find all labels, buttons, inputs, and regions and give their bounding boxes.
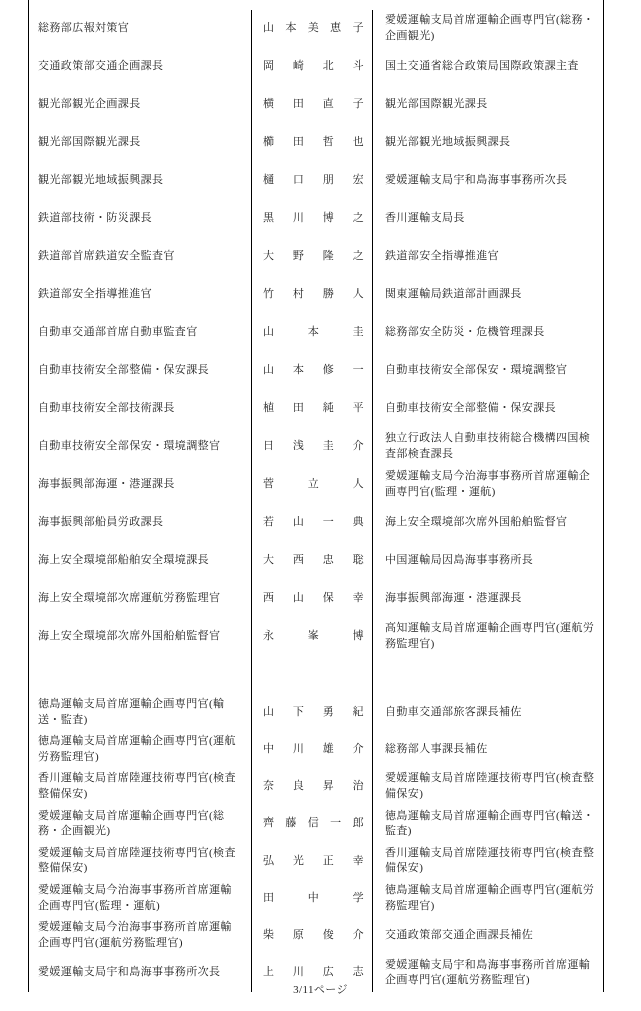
name-char: 昇 — [322, 780, 335, 793]
table-row — [29, 314, 603, 352]
name-char: 下 — [292, 705, 305, 718]
name-char: 博 — [322, 212, 335, 225]
name-cell — [251, 694, 373, 731]
name-char: 志 — [352, 966, 364, 979]
old-position-cell: 愛媛運輸支局宇和島海事事務所次長 — [385, 174, 568, 187]
name-char: 良 — [292, 780, 305, 793]
name-char: 光 — [292, 854, 305, 867]
name-char: 藤 — [285, 817, 297, 830]
name-char: 哲 — [322, 136, 335, 149]
old-position-cell: 関東運輸局鉄道部計画課長 — [385, 288, 522, 301]
name-char: 大 — [263, 250, 275, 263]
name-char: 村 — [292, 288, 305, 301]
name-char: 山 — [263, 22, 275, 35]
old-position-cell: 自動車技術安全部保安・環境調整官 — [385, 364, 568, 377]
name-cell — [251, 843, 373, 880]
name-char: 日 — [263, 440, 275, 453]
name-char: 田 — [263, 891, 275, 904]
new-position-cell: 観光部観光企画課長 — [38, 98, 141, 111]
name-char: 直 — [322, 98, 335, 111]
name-cell — [251, 238, 373, 276]
name-cell — [251, 200, 373, 238]
new-position-cell: 自動車交通部首席自動車監査官 — [38, 326, 198, 339]
name-char: 山 — [263, 364, 275, 377]
name-cell — [251, 580, 373, 618]
name-char: 川 — [292, 966, 305, 979]
name-char: 田 — [292, 402, 305, 415]
table-row — [29, 276, 603, 314]
name-char: 山 — [292, 516, 305, 529]
name-cell — [251, 466, 373, 504]
name-char: 典 — [352, 516, 364, 529]
name-char: 圭 — [322, 440, 335, 453]
name-char: 忠 — [322, 554, 335, 567]
name-cell — [251, 806, 373, 843]
new-position-cell: 香川運輸支局首席陸運技術専門官(検査整備保安) — [38, 772, 236, 801]
name-char: 朋 — [322, 174, 335, 187]
old-position-cell: 海上安全環境部次席外国船舶監督官 — [385, 516, 568, 529]
name-char: 本 — [285, 22, 297, 35]
name-char: 恵 — [330, 22, 342, 35]
name-char: 美 — [307, 22, 320, 35]
name-cell — [251, 162, 373, 200]
name-char: 聡 — [352, 554, 364, 567]
name-char: 一 — [352, 364, 364, 377]
new-position-cell: 海上安全環境部次席外国船舶監督官 — [38, 630, 221, 643]
name-char: 也 — [352, 136, 364, 149]
name-char: 勇 — [322, 705, 335, 718]
name-char: 本 — [307, 326, 320, 339]
name-char: 柴 — [263, 929, 275, 942]
old-position-cell: 徳島運輸支局首席運輸企画専門官(輸送・監査) — [385, 809, 595, 838]
old-position-cell: 海事振興部海運・港運課長 — [385, 592, 522, 605]
table-row — [29, 162, 603, 200]
name-char: 立 — [307, 478, 320, 491]
table-row — [29, 124, 603, 162]
name-cell — [251, 504, 373, 542]
name-char: 圭 — [352, 326, 364, 339]
transfer-table — [28, 0, 604, 992]
name-char: 郎 — [352, 817, 364, 830]
name-char: 正 — [322, 854, 335, 867]
name-char: 崎 — [292, 60, 305, 73]
name-char: 田 — [292, 136, 305, 149]
table-row — [29, 428, 603, 466]
name-char: 平 — [352, 402, 364, 415]
name-char: 原 — [292, 929, 305, 942]
table-row — [29, 806, 603, 843]
table-row — [29, 542, 603, 580]
old-position-cell: 愛媛運輸支局首席運輸企画専門官(総務・企画観光) — [385, 14, 595, 42]
empty-new-position-cell — [29, 656, 251, 694]
name-char: 本 — [292, 364, 305, 377]
name-char: 一 — [322, 516, 335, 529]
name-char: 信 — [307, 817, 320, 830]
new-position-cell: 交通政策部交通企画課長 — [38, 60, 164, 73]
table-row — [29, 10, 603, 48]
table-row — [29, 48, 603, 86]
table-row — [29, 694, 603, 731]
name-char: 植 — [263, 402, 275, 415]
name-char: 純 — [322, 402, 335, 415]
new-position-cell: 海事振興部船員労政課長 — [38, 516, 164, 529]
old-position-cell: 愛媛運輸支局首席陸運技術専門官(検査整備保安) — [385, 772, 595, 801]
new-position-cell: 愛媛運輸支局今治海事事務所首席運輸企画専門官(監理・運航) — [38, 884, 232, 912]
name-char: 竹 — [263, 288, 275, 301]
table-row — [29, 618, 603, 656]
old-position-cell: 高知運輸支局首席運輸企画専門官(運航労務監理官) — [385, 622, 595, 650]
old-position-cell: 徳島運輸支局首席運輸企画専門官(運航労務監理官) — [385, 884, 595, 912]
name-char: 櫛 — [263, 136, 275, 149]
name-char: 上 — [263, 966, 275, 979]
name-char: 隆 — [322, 250, 335, 263]
table-section-gap — [29, 656, 603, 694]
name-char: 横 — [263, 98, 275, 111]
name-char: 野 — [292, 250, 305, 263]
name-char: 山 — [263, 705, 275, 718]
table-section-2 — [29, 694, 603, 992]
old-position-cell: 愛媛運輸支局今治海事事務所首席運輸企画専門官(監理・運航) — [385, 470, 591, 498]
old-position-cell: 総務部安全防災・危機管理課長 — [385, 326, 545, 339]
new-position-cell: 総務部広報対策官 — [38, 22, 130, 35]
table-row — [29, 843, 603, 880]
name-cell — [251, 731, 373, 768]
name-cell — [251, 352, 373, 390]
name-char: 川 — [292, 743, 305, 756]
name-char: 西 — [263, 592, 275, 605]
name-cell — [251, 10, 373, 48]
name-char: 之 — [352, 212, 364, 225]
new-position-cell: 愛媛運輸支局今治海事事務所首席運輸企画専門官(運航労務監理官) — [38, 921, 232, 949]
name-cell — [251, 48, 373, 86]
new-position-cell: 観光部国際観光課長 — [38, 136, 141, 149]
old-position-cell: 愛媛運輸支局宇和島海事事務所首席運輸企画専門官(運航労務監理官) — [385, 958, 591, 987]
name-char: 保 — [322, 592, 335, 605]
name-cell — [251, 428, 373, 466]
table-row — [29, 86, 603, 124]
name-char: 浅 — [292, 440, 305, 453]
name-char: 川 — [292, 212, 305, 225]
old-position-cell: 鉄道部安全指導推進官 — [385, 250, 499, 263]
name-char: 大 — [263, 554, 275, 567]
name-char: 口 — [292, 174, 305, 187]
name-cell — [251, 124, 373, 162]
name-char: 北 — [322, 60, 335, 73]
new-position-cell: 自動車技術安全部技術課長 — [38, 402, 175, 415]
new-position-cell: 海上安全環境部次席運航労務監理官 — [38, 592, 221, 605]
name-char: 人 — [352, 478, 364, 491]
name-char: 奈 — [263, 780, 275, 793]
name-char: 幸 — [352, 854, 364, 867]
name-char: 一 — [330, 817, 342, 830]
name-char: 菅 — [263, 478, 275, 491]
name-char: 中 — [307, 891, 320, 904]
name-char: 介 — [352, 440, 364, 453]
table-row — [29, 731, 603, 768]
name-char: 中 — [263, 743, 275, 756]
name-cell — [251, 618, 373, 656]
name-char: 若 — [263, 516, 275, 529]
new-position-cell: 鉄道部技術・防災課長 — [38, 212, 152, 225]
old-position-cell: 香川運輸支局首席陸運技術専門官(検査整備保安) — [385, 846, 595, 875]
name-char: 学 — [352, 891, 364, 904]
name-cell — [251, 276, 373, 314]
table-row — [29, 200, 603, 238]
name-char: 広 — [322, 966, 335, 979]
name-char: 子 — [352, 22, 364, 35]
name-cell — [251, 768, 373, 805]
old-position-cell: 国土交通省総合政策局国際政策課主査 — [385, 60, 579, 73]
name-char: 黒 — [263, 212, 275, 225]
name-char: 修 — [322, 364, 335, 377]
old-position-cell: 中国運輸局因島海事事務所長 — [385, 554, 534, 567]
name-char: 俊 — [322, 929, 335, 942]
name-char: 弘 — [263, 854, 275, 867]
name-cell — [251, 880, 373, 917]
name-char: 介 — [352, 929, 364, 942]
table-row — [29, 504, 603, 542]
old-position-cell: 総務部人事課長補佐 — [385, 743, 488, 756]
name-char: 樋 — [263, 174, 275, 187]
new-position-cell: 海上安全環境部船舶安全環境課長 — [38, 554, 209, 567]
new-position-cell: 鉄道部首席鉄道安全監査官 — [38, 250, 175, 263]
name-char: 之 — [352, 250, 364, 263]
new-position-cell: 徳島運輸支局首席運輸企画専門官(輸送・監査) — [38, 698, 225, 726]
name-cell — [251, 314, 373, 352]
table-row — [29, 238, 603, 276]
name-char: 子 — [352, 98, 364, 111]
name-char: 永 — [263, 630, 275, 643]
name-char: 岡 — [263, 60, 275, 73]
name-char: 齊 — [263, 817, 275, 830]
empty-old-position-cell — [373, 656, 603, 694]
name-char: 山 — [292, 592, 305, 605]
old-position-cell: 香川運輸支局長 — [385, 212, 465, 225]
old-position-cell: 交通政策部交通企画課長補佐 — [385, 929, 534, 942]
new-position-cell: 徳島運輸支局首席運輸企画専門官(運航労務監理官) — [38, 735, 236, 763]
new-position-cell: 自動車技術安全部保安・環境調整官 — [38, 440, 221, 453]
page-indicator: 3/11ページ — [293, 984, 348, 996]
name-char: 宏 — [352, 174, 364, 187]
empty-name-cell — [251, 656, 373, 694]
old-position-cell: 観光部観光地域振興課長 — [385, 136, 511, 149]
name-char: 幸 — [352, 592, 364, 605]
name-char: 介 — [352, 743, 364, 756]
table-row — [29, 880, 603, 917]
table-row — [29, 768, 603, 805]
table-row — [29, 917, 603, 954]
old-position-cell: 独立行政法人自動車技術総合機構四国検査部検査課長 — [385, 432, 591, 460]
name-char: 斗 — [352, 60, 364, 73]
new-position-cell: 自動車技術安全部整備・保安課長 — [38, 364, 209, 377]
new-position-cell: 愛媛運輸支局首席陸運技術専門官(検査整備保安) — [38, 846, 236, 875]
name-cell — [251, 542, 373, 580]
name-cell — [251, 86, 373, 124]
page-footer — [0, 981, 641, 997]
name-char: 博 — [352, 630, 364, 643]
new-position-cell: 愛媛運輸支局首席運輸企画専門官(総務・企画観光) — [38, 809, 225, 838]
old-position-cell: 自動車技術安全部整備・保安課長 — [385, 402, 556, 415]
name-char: 勝 — [322, 288, 335, 301]
new-position-cell: 鉄道部安全指導推進官 — [38, 288, 152, 301]
new-position-cell: 海事振興部海運・港運課長 — [38, 478, 175, 491]
name-cell — [251, 390, 373, 428]
name-char: 治 — [352, 780, 364, 793]
name-char: 雄 — [322, 743, 335, 756]
table-row — [29, 466, 603, 504]
name-char: 山 — [263, 326, 275, 339]
name-char: 峯 — [307, 630, 320, 643]
new-position-cell: 観光部観光地域振興課長 — [38, 174, 164, 187]
name-char: 紀 — [352, 705, 364, 718]
new-position-cell: 愛媛運輸支局宇和島海事事務所次長 — [38, 966, 221, 979]
name-char: 人 — [352, 288, 364, 301]
name-char: 田 — [292, 98, 305, 111]
table-row — [29, 352, 603, 390]
table-row — [29, 390, 603, 428]
table-row — [29, 580, 603, 618]
old-position-cell: 自動車交通部旅客課長補佐 — [385, 705, 522, 718]
table-section-1 — [29, 10, 603, 656]
name-cell — [251, 917, 373, 954]
name-char: 西 — [292, 554, 305, 567]
old-position-cell: 観光部国際観光課長 — [385, 98, 488, 111]
